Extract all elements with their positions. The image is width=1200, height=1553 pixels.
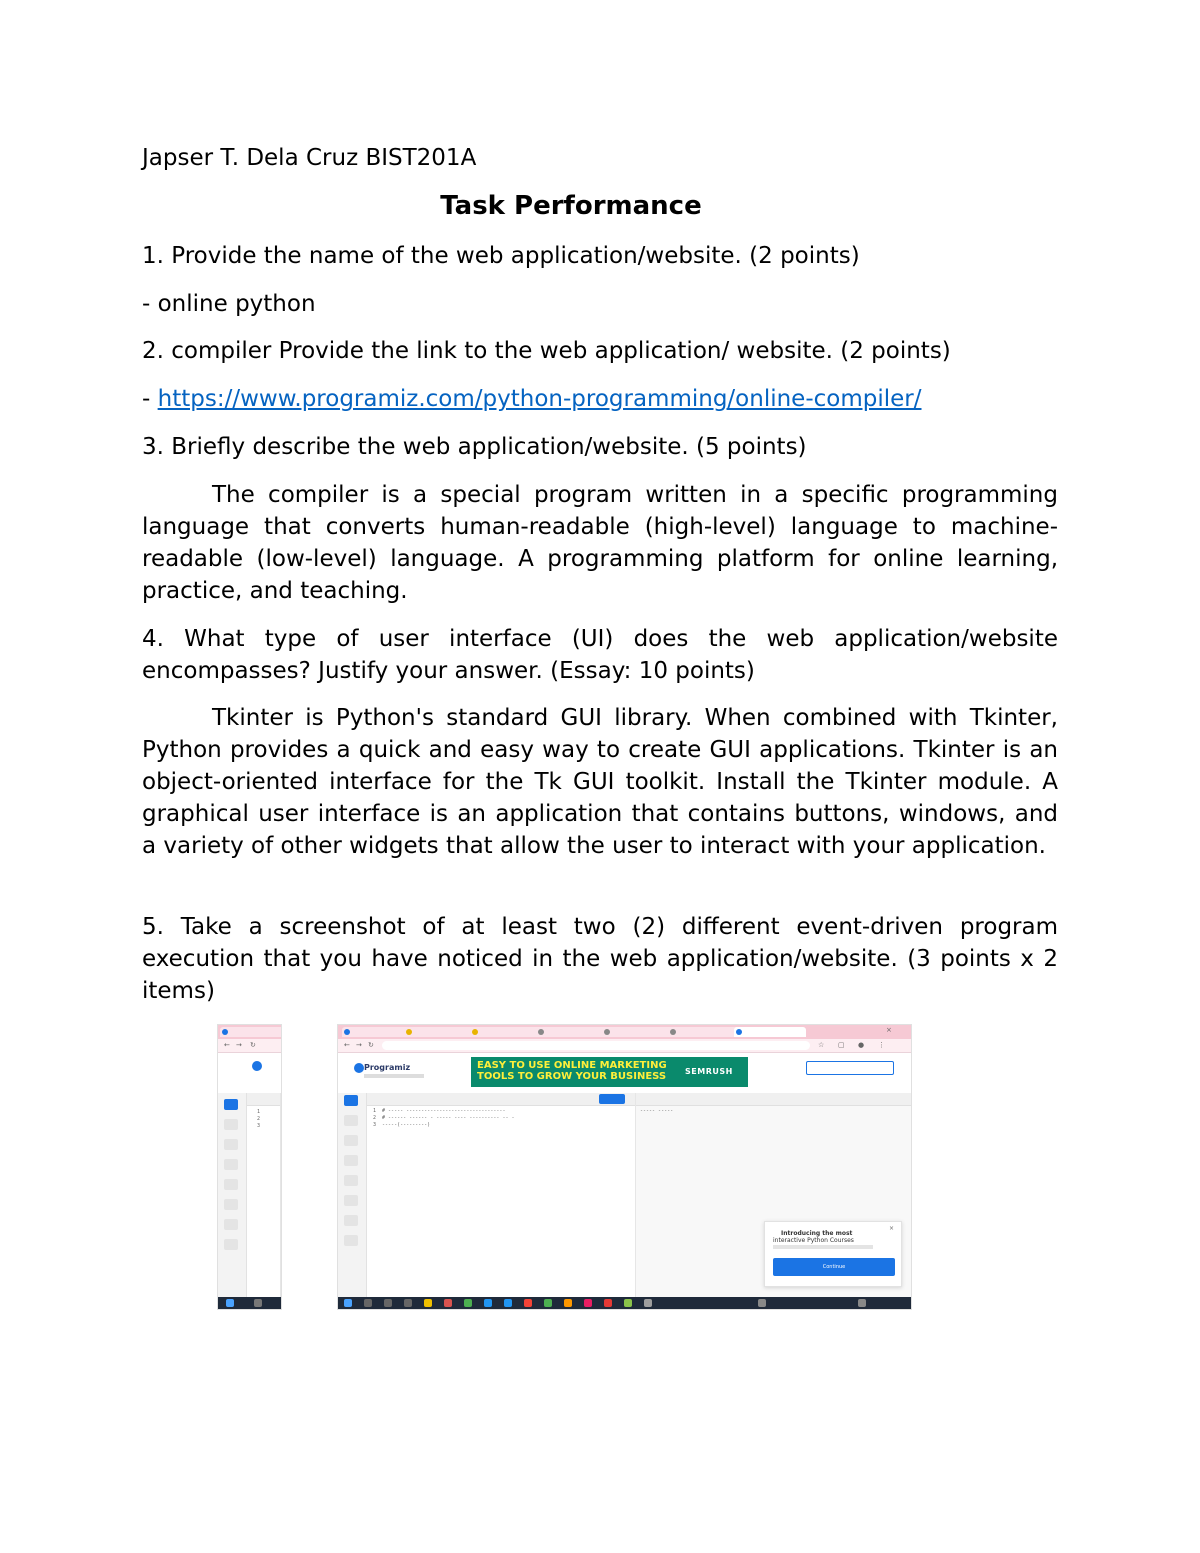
logo-icon xyxy=(354,1063,364,1073)
sidebar xyxy=(338,1093,367,1297)
reload-icon: ↻ xyxy=(250,1041,256,1049)
ad-banner[interactable] xyxy=(471,1057,748,1087)
app-icon-1 xyxy=(444,1299,452,1307)
sidebar-html-icon xyxy=(224,1239,238,1250)
code-editor[interactable] xyxy=(367,1093,636,1297)
sidebar-js-icon[interactable] xyxy=(344,1175,358,1186)
app-icon-3 xyxy=(504,1299,512,1307)
sidebar-sql-icon[interactable] xyxy=(344,1215,358,1226)
site-header xyxy=(218,1053,281,1093)
widgets-icon xyxy=(404,1299,412,1307)
popup-title-2: interactive Python Courses xyxy=(773,1237,854,1244)
output-header xyxy=(636,1093,911,1106)
browser-tab xyxy=(220,1027,282,1037)
browser-tab-6 xyxy=(668,1027,740,1037)
ad-line-1: EASY TO USE ONLINE MARKETING xyxy=(477,1060,667,1071)
sidebar-r-icon xyxy=(224,1199,238,1210)
share-icon: ☆ xyxy=(818,1041,825,1049)
sidebar xyxy=(218,1093,247,1297)
sidebar-java-icon xyxy=(224,1159,238,1170)
chrome-icon xyxy=(524,1299,532,1307)
taskbar xyxy=(218,1297,281,1309)
editor-header xyxy=(247,1093,280,1106)
sidebar-java-icon[interactable] xyxy=(344,1155,358,1166)
code-lines: 1 2 3 xyxy=(257,1109,261,1129)
popup-title: Introducing the most xyxy=(781,1230,853,1237)
answer-4: Tkinter is Python's standard GUI library. When combined with Tkinter, Python provides a quick and easy way to create GUI applications. Tkinter is an object-oriented interface for the Tk GUI toolkit. Install the Tkinter module. A graphical user interface is an application that contains buttons, windows, and a variety of other widgets that allow the user to interact with your application. xyxy=(142,705,1058,859)
clock-icon xyxy=(858,1299,866,1307)
logo-sub xyxy=(364,1074,424,1078)
forward-icon: → xyxy=(236,1041,242,1049)
search-icon xyxy=(254,1299,262,1307)
app-icon-5 xyxy=(564,1299,572,1307)
browser-address-bar xyxy=(218,1039,281,1053)
sidebar-cpp-icon xyxy=(224,1139,238,1150)
sidebar-python-icon xyxy=(224,1099,238,1110)
weather-icon xyxy=(758,1299,766,1307)
screenshot-2 xyxy=(337,1024,912,1310)
browser-tab-4 xyxy=(536,1027,608,1037)
sidebar-html-icon[interactable] xyxy=(344,1235,358,1246)
output-text: ----- ----- xyxy=(640,1108,674,1114)
window-close-icon: × xyxy=(886,1026,892,1034)
menu-icon: ⋮ xyxy=(878,1041,885,1049)
sidebar-c-icon[interactable] xyxy=(344,1115,358,1126)
browser-tabbar xyxy=(218,1025,281,1039)
promo-button[interactable] xyxy=(806,1061,894,1075)
logo-text: Programiz xyxy=(364,1063,411,1072)
popup-sub xyxy=(773,1245,873,1249)
logo-icon xyxy=(252,1061,262,1071)
forward-icon: → xyxy=(356,1041,362,1049)
answer-2-prefix: - xyxy=(142,386,158,412)
browser-address-bar xyxy=(338,1039,911,1053)
app-icon-7 xyxy=(604,1299,612,1307)
back-icon: ← xyxy=(224,1041,230,1049)
browser-tab-active xyxy=(734,1027,806,1037)
search-icon xyxy=(364,1299,372,1307)
ad-brand: SEMRUSH xyxy=(685,1067,733,1076)
url-field xyxy=(382,1041,810,1050)
compiler-link[interactable]: https://www.programiz.com/python-programming/online-compiler/ xyxy=(157,386,922,412)
ad-line-2: TOOLS TO GROW YOUR BUSINESS xyxy=(477,1071,667,1082)
app-icon-8 xyxy=(624,1299,632,1307)
sidebar-python-icon[interactable] xyxy=(344,1095,358,1106)
taskview-icon xyxy=(384,1299,392,1307)
sidebar-r-icon[interactable] xyxy=(344,1195,358,1206)
sidebar-sql-icon xyxy=(224,1219,238,1230)
edge-icon xyxy=(484,1299,492,1307)
popup-continue-button[interactable]: Continue xyxy=(773,1258,895,1276)
app-icon-4 xyxy=(544,1299,552,1307)
answer-3: The compiler is a special program written in a specific programming language that converts human-readable (high-level) language to machine-readable (low-level) language. A programming platform for online learning, practice, and teaching. xyxy=(142,482,1058,604)
start-icon xyxy=(226,1299,234,1307)
explorer-icon xyxy=(424,1299,432,1307)
profile-icon: ● xyxy=(858,1041,865,1049)
browser-tab-1 xyxy=(342,1027,410,1037)
extension-icon: ▢ xyxy=(838,1041,845,1049)
answer-1: - online python xyxy=(142,291,316,317)
editor-header xyxy=(367,1093,635,1106)
app-icon-2 xyxy=(464,1299,472,1307)
author-line: Japser T. Dela Cruz BIST201A xyxy=(142,145,477,171)
sidebar-c-icon xyxy=(224,1119,238,1130)
popup-close-icon[interactable]: × xyxy=(889,1225,895,1232)
sidebar-cpp-icon[interactable] xyxy=(344,1135,358,1146)
browser-tab-5 xyxy=(602,1027,674,1037)
question-4: 4. What type of user interface (UI) does the web application/website encompasses? Justify your answer. (Essay: 10 points) xyxy=(142,626,1058,684)
app-icon-9 xyxy=(644,1299,652,1307)
question-5: 5. Take a screenshot of at least two (2) different event-driven program execution that you have noticed in the web application/website. (3 points x 2 items) xyxy=(142,914,1058,1004)
browser-tab-3 xyxy=(470,1027,542,1037)
answer-2 xyxy=(142,383,922,415)
taskbar xyxy=(338,1297,911,1309)
document-title: Task Performance xyxy=(440,191,702,221)
code-lines: 1 # ----- --------------------------------- 2 # ------ ------ - ----- ---- ---------- -- - 3 -----(---------) xyxy=(373,1108,515,1128)
back-icon: ← xyxy=(344,1041,350,1049)
start-icon xyxy=(344,1299,352,1307)
browser-tabbar xyxy=(338,1025,911,1039)
site-header xyxy=(338,1053,911,1093)
question-3: 3. Briefly describe the web application/website. (5 points) xyxy=(142,434,807,460)
reload-icon: ↻ xyxy=(368,1041,374,1049)
app-icon-6 xyxy=(584,1299,592,1307)
question-1: 1. Provide the name of the web application/website. (2 points) xyxy=(142,243,860,269)
sidebar-js-icon xyxy=(224,1179,238,1190)
screenshot-1 xyxy=(217,1024,282,1310)
course-popup xyxy=(764,1221,902,1287)
question-2: 2. compiler Provide the link to the web application/ website. (2 points) xyxy=(142,338,951,364)
run-button[interactable] xyxy=(599,1094,625,1104)
code-editor xyxy=(247,1093,281,1297)
browser-tab-2 xyxy=(404,1027,476,1037)
